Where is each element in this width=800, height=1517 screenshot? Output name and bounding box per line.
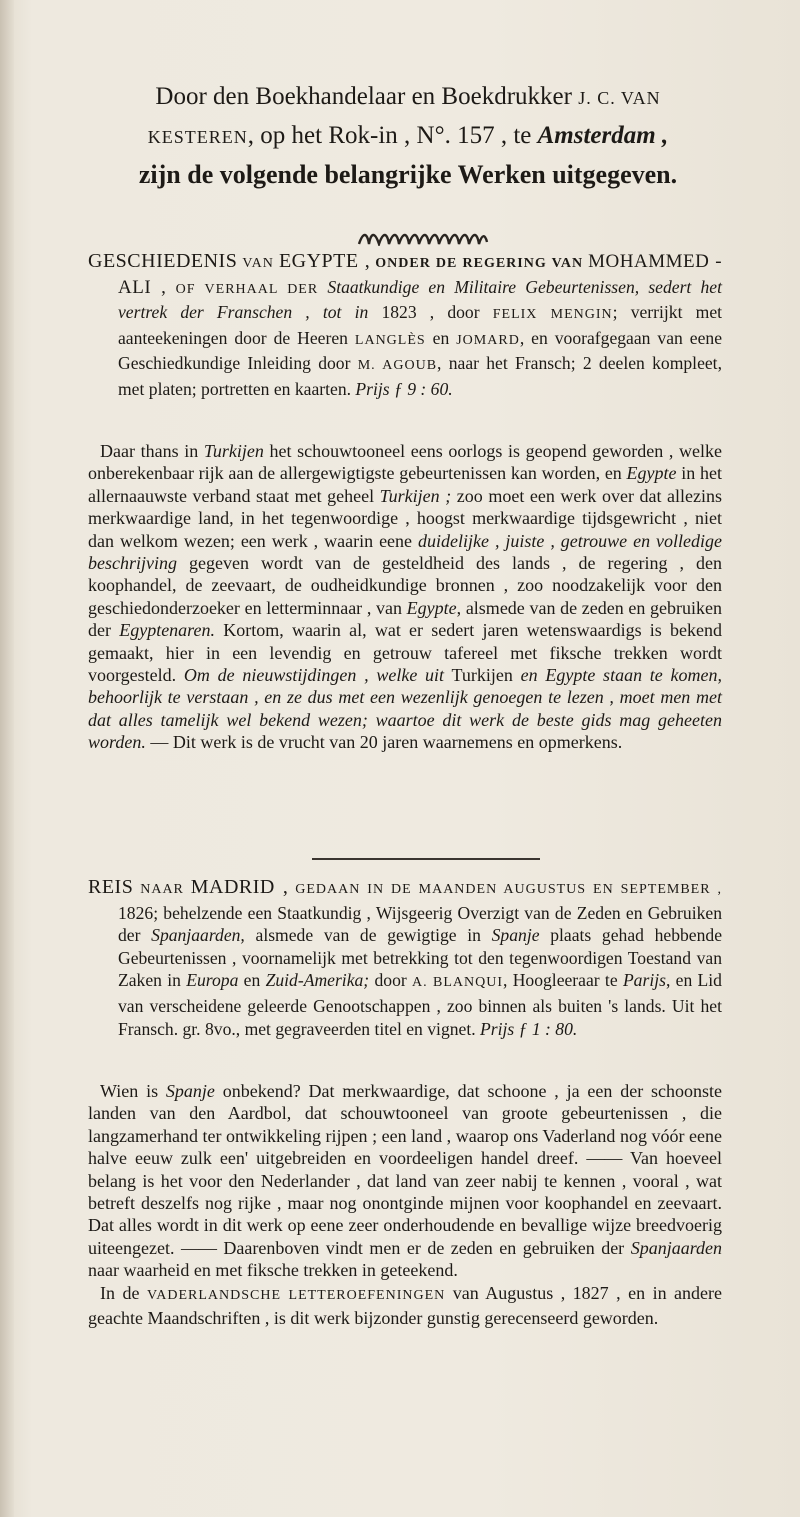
header-line-2: KESTEREN, op het Rok-in , N°. 157 , te Amsterdam ,	[147, 122, 669, 149]
price-madrid: Prijs ƒ 1 : 80.	[480, 1018, 578, 1039]
description-egypte: Daar thans in Turkijen het schouwtooneel eens oorlogs is geopend geworden , welke onberekenbaar rijk aan de allergewigtigste gebeurtenissen kan worden, en Egypte in het allernaauwste verband staat met geheel Turkijen ; zoo moet een werk over dat allezins merkwaardige land, in het tegenwoordige , hoogst merkwaardige tijdsgewricht , niet dan welkom wezen; een werk , waarin eene duidelijke , juiste , getrouwe en volledige beschrijving gegeven wordt van de gesteldheid des lands , de regering , den koophandel, de zeevaart, de oudheidkundige bronnen , zoo noodzakelijk voor den geschiedonderzoeker en letterminnaar , van Egypte, alsmede van de zeden en gebruiken der Egyptenaren. Kortom, waarin al, wat er sedert jaren wetenswaardigs is bekend gemaakt, hier in een levendig en getrouw tafereel met fiksche trekken wordt voorgesteld. Om de nieuwstijdingen , welke uit Turkijen en Egypte staan te komen, behoorlijk te verstaan , en ze dus met een wezenlijk genoegen te lezen , moet men met dat alles tamelijk wel bekend wezen; waartoe dit werk de beste gids mag geheeten worden. — Dit werk is de vrucht van 20 jaren waarnemens en opmerkens.	[88, 441, 723, 753]
publisher-header	[88, 78, 728, 193]
description-madrid: Wien is Spanje onbekend? Dat merkwaardige, dat schoone , ja een der schoonste landen van den Aardbol, dat schouwtooneel van groote gebeurtenissen , die langzamerhand ter ontwikkeling rijpen ; een land , waarop ons Vaderland nog vóór eene halve eeuw zulk een' uitgebreiden en voordeeligen handel dreef. —— Van hoeveel belang is het voor den Nederlander , dat land van zeer nabij te kennen , vooral , wat betreft deszelfs nog rijke , maar nog onontginde mijnen voor koophandel en zeevaart. Dat alles wordt in dit werk op eene zeer onderhoudende en bevallige wijze breedvoerig uiteengezet. —— Daarenboven vindt men er de zeden en gebruiken der Spanjaarden naar waarheid en met fiksche trekken in geteekend. In de VADERLANDSCHE LETTEROEFENINGEN van Augustus , 1827 , en in andere geachte Maandschriften , is dit werk bijzonder gunstig gerecenseerd geworden.	[88, 1081, 723, 1329]
header-line-3: zijn de volgende belangrijke Werken uitgegeven.	[138, 160, 678, 189]
decorative-ornament-rule	[357, 232, 489, 246]
header-line-1: Door den Boekhandelaar en Boekdrukker J. C. VAN	[155, 83, 661, 110]
section-divider	[312, 858, 540, 860]
entry-egypte: GESCHIEDENIS VAN EGYPTE , ONDER DE REGERING VAN MOHAMMED - ALI , OF VERHAAL DER Staatkundige en Militaire Gebeurtenissen, sedert het vertrek der Franschen , tot in 1823 , door FELIX MENGIN; verrijkt met aanteekeningen door de Heeren LANGLÈS en JOMARD, en voorafgegaan van eene Geschiedkundige Inleiding door M. AGOUB, naar het Fransch; 2 deelen kompleet, met platen; portretten en kaarten. Prijs ƒ 9 : 60.	[88, 250, 723, 399]
price-egypte: Prijs ƒ 9 : 60.	[355, 378, 453, 399]
entry-madrid: REIS NAAR MADRID , GEDAAN IN DE MAANDEN AUGUSTUS EN SEPTEMBER , 1826; behelzende een Staatkundig , Wijsgeerig Overzigt van de Zeden en Gebruiken der Spanjaarden, alsmede van de gewigtige in Spanje plaats gehad hebbende Gebeurtenissen , voornamelijk met betrekking tot den tegenwoordigen Toestand van Zaken in Europa en Zuid-Amerika; door A. BLANQUI, Hoogleeraar te Parijs, en Lid van verscheidene geleerde Genootschappen , zoo binnen als buiten 's lands. Uit het Fransch. gr. 8vo., met gegraveerden titel en vignet. Prijs ƒ 1 : 80.	[88, 876, 723, 1039]
page-binding-edge	[0, 0, 14, 1517]
